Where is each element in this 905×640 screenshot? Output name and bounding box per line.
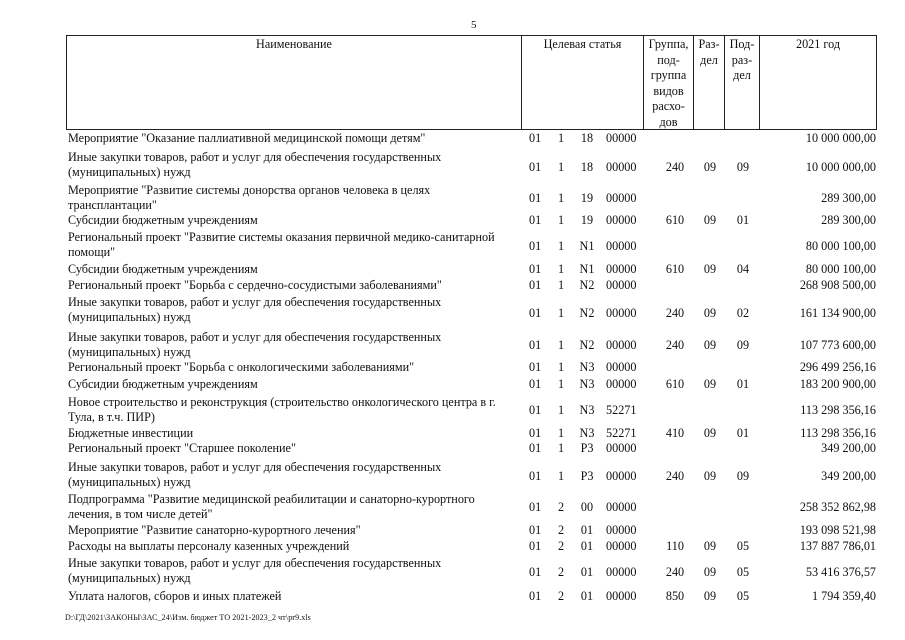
header-subsection-line: Под- <box>729 37 755 51</box>
row-name: Иные закупки товаров, работ и услуг для обеспечения государственных (муниципальных) нужд <box>68 460 442 490</box>
code-subprogram: 1 <box>557 306 565 320</box>
row-name: Мероприятие "Развитие системы донорства органов человека в целях трансплантации" <box>68 183 431 213</box>
header-group-line: группа <box>650 68 687 82</box>
code-event: N2 <box>579 306 595 320</box>
amount-2021: 296 499 256,16 <box>799 360 876 374</box>
header-group-line: Группа, <box>648 37 689 51</box>
code-event: 18 <box>580 160 594 174</box>
code-program: 01 <box>529 403 542 417</box>
section-code: 09 <box>703 377 717 391</box>
amount-2021: 193 098 521,98 <box>799 523 876 537</box>
code-program: 01 <box>529 191 542 205</box>
row-name: Субсидии бюджетным учреждениям <box>68 213 258 227</box>
header-group <box>644 36 694 129</box>
amount-2021: 107 773 600,00 <box>799 338 876 352</box>
amount-2021: 183 200 900,00 <box>799 377 876 391</box>
table-row <box>66 556 877 588</box>
row-name: Иные закупки товаров, работ и услуг для обеспечения государственных (муниципальных) нужд <box>68 330 442 360</box>
amount-2021: 258 352 862,98 <box>799 500 876 514</box>
amount-2021: 80 000 100,00 <box>805 239 876 253</box>
header-section <box>694 36 725 129</box>
code-event: 19 <box>580 191 594 205</box>
table-row <box>66 130 877 147</box>
section-code: 09 <box>703 589 717 603</box>
row-name: Региональный проект "Борьба с сердечно-сосудистыми заболеваниями" <box>68 278 442 292</box>
subsection-code: 01 <box>736 213 750 227</box>
subsection-code: 09 <box>736 160 750 174</box>
expense-group: 410 <box>665 426 685 440</box>
subsection-code: 09 <box>736 338 750 352</box>
amount-2021: 53 416 376,57 <box>805 565 876 579</box>
section-code: 09 <box>703 469 717 483</box>
expense-group: 610 <box>665 262 685 276</box>
header-target-article: Целевая статья <box>522 36 644 129</box>
expense-group: 240 <box>665 306 685 320</box>
header-year: 2021 год <box>795 37 841 51</box>
code-program: 01 <box>529 338 542 352</box>
code-subprogram: 1 <box>557 469 565 483</box>
section-code: 09 <box>703 262 717 276</box>
row-name: Мероприятие "Развитие санаторно-курортного лечения" <box>68 523 361 537</box>
code-event: N1 <box>579 262 595 276</box>
row-name: Подпрограмма "Развитие медицинской реабилитации и санаторно-курортного лечения, в том числе детей" <box>68 492 475 522</box>
amount-2021: 161 134 900,00 <box>799 306 876 320</box>
row-name: Иные закупки товаров, работ и услуг для обеспечения государственных (муниципальных) нужд <box>68 556 442 586</box>
file-path-footer: D:\ГД\2021\ЗАКОНЫ\ЗАС_24\Изм. бюджет ТО 2021-2023_2 чт\pr9.xls <box>65 613 311 622</box>
table-row <box>66 330 877 359</box>
code-direction: 00000 <box>606 131 637 145</box>
code-program: 01 <box>529 565 542 579</box>
amount-2021: 289 300,00 <box>821 213 876 227</box>
table-row <box>66 212 877 229</box>
table-row <box>66 277 877 295</box>
expense-group: 240 <box>665 338 685 352</box>
table-row <box>66 359 877 376</box>
code-direction: 00000 <box>606 213 637 227</box>
code-subprogram: 2 <box>557 500 565 514</box>
table-row <box>66 261 877 277</box>
amount-2021: 10 000 000,00 <box>805 131 876 145</box>
code-subprogram: 2 <box>557 565 565 579</box>
amount-2021: 268 908 500,00 <box>799 278 876 292</box>
code-event: N3 <box>579 360 595 374</box>
section-code: 09 <box>703 306 717 320</box>
amount-2021: 137 887 786,01 <box>799 539 876 553</box>
row-name: Бюджетные инвестиции <box>68 426 194 440</box>
section-code: 09 <box>703 338 717 352</box>
section-code: 09 <box>703 565 717 579</box>
code-subprogram: 1 <box>557 262 565 276</box>
row-name: Уплата налогов, сборов и иных платежей <box>68 589 282 603</box>
expense-group: 610 <box>665 377 685 391</box>
code-event: N1 <box>579 239 595 253</box>
code-direction: 00000 <box>606 160 637 174</box>
header-name: Наименование <box>67 36 522 129</box>
table-row <box>66 376 877 395</box>
table-row <box>66 460 877 492</box>
code-subprogram: 2 <box>557 523 565 537</box>
header-group-line: расхо- <box>652 99 685 113</box>
subsection-code: 09 <box>736 469 750 483</box>
code-direction: 00000 <box>606 523 637 537</box>
code-event: 01 <box>580 539 594 553</box>
code-subprogram: 1 <box>557 403 565 417</box>
row-name: Иные закупки товаров, работ и услуг для обеспечения государственных (муниципальных) нужд <box>68 295 442 325</box>
code-subprogram: 1 <box>557 131 565 145</box>
expense-group: 110 <box>666 539 684 553</box>
code-subprogram: 1 <box>557 160 565 174</box>
code-program: 01 <box>529 469 542 483</box>
code-direction: 00000 <box>606 278 637 292</box>
table-row <box>66 230 877 261</box>
code-event: 00 <box>580 500 594 514</box>
row-name: Мероприятие "Оказание паллиативной медицинской помощи детям" <box>68 131 426 145</box>
subsection-code: 05 <box>736 565 750 579</box>
section-code: 09 <box>703 426 717 440</box>
amount-2021: 349 200,00 <box>821 469 876 483</box>
row-name: Новое строительство и реконструкция (строительство онкологического центра в г. Тула, в т.ч. ПИР) <box>68 395 496 425</box>
row-name: Региональный проект "Борьба с онкологическими заболеваниями" <box>68 360 415 374</box>
table-row <box>66 492 877 522</box>
code-event: 19 <box>580 213 594 227</box>
code-direction: 00000 <box>606 469 637 483</box>
header-group-line: видов <box>653 83 684 98</box>
table-row <box>66 538 877 556</box>
code-subprogram: 1 <box>557 441 565 455</box>
code-program: 01 <box>529 160 542 174</box>
amount-2021: 113 298 356,16 <box>800 426 876 440</box>
code-program: 01 <box>529 262 542 276</box>
code-direction: 00000 <box>606 377 637 391</box>
section-code: 09 <box>703 539 717 553</box>
row-name: Субсидии бюджетным учреждениям <box>68 377 258 391</box>
code-direction: 00000 <box>606 239 637 253</box>
code-direction: 00000 <box>606 191 637 205</box>
header-subsection-line: раз- <box>731 52 753 67</box>
header-section-line: Раз- <box>698 37 720 51</box>
amount-2021: 349 200,00 <box>821 441 876 455</box>
code-direction: 00000 <box>606 539 637 553</box>
code-subprogram: 1 <box>557 213 565 227</box>
code-event: N3 <box>579 377 595 391</box>
amount-2021: 10 000 000,00 <box>805 160 876 174</box>
table-header <box>66 35 877 130</box>
code-program: 01 <box>529 523 542 537</box>
code-subprogram: 1 <box>557 278 565 292</box>
subsection-code: 02 <box>736 306 750 320</box>
code-event: N3 <box>579 403 595 417</box>
code-direction: 00000 <box>606 360 637 374</box>
table-row <box>66 395 877 425</box>
code-direction: 52271 <box>606 403 637 417</box>
table-row <box>66 150 877 183</box>
code-subprogram: 2 <box>557 589 565 603</box>
subsection-code: 01 <box>736 377 750 391</box>
amount-2021: 113 298 356,16 <box>800 403 876 417</box>
header-group-line: дов <box>659 114 678 129</box>
code-subprogram: 1 <box>557 360 565 374</box>
code-program: 01 <box>529 441 542 455</box>
code-subprogram: 1 <box>557 239 565 253</box>
table-row <box>66 295 877 330</box>
code-event: 01 <box>580 523 594 537</box>
header-subsection <box>725 36 760 129</box>
row-name: Расходы на выплаты персоналу казенных учреждений <box>68 539 350 553</box>
code-event: N3 <box>579 426 595 440</box>
amount-2021: 1 794 359,40 <box>812 589 876 603</box>
code-program: 01 <box>529 589 542 603</box>
row-name: Субсидии бюджетным учреждениям <box>68 262 258 276</box>
code-direction: 00000 <box>606 338 637 352</box>
code-direction: 00000 <box>606 500 637 514</box>
code-event: P3 <box>580 441 594 455</box>
header-section-line: дел <box>700 52 718 67</box>
code-program: 01 <box>529 306 542 320</box>
subsection-code: 05 <box>736 539 750 553</box>
code-direction: 00000 <box>606 306 637 320</box>
code-subprogram: 1 <box>557 191 565 205</box>
section-code: 09 <box>703 213 717 227</box>
code-program: 01 <box>529 131 542 145</box>
expense-group: 850 <box>665 589 685 603</box>
code-direction: 52271 <box>606 426 637 440</box>
row-name: Региональный проект "Развитие системы оказания первичной медико-санитарной помощи" <box>68 230 495 260</box>
code-program: 01 <box>529 539 542 553</box>
code-subprogram: 1 <box>557 338 565 352</box>
section-code: 09 <box>703 160 717 174</box>
code-direction: 00000 <box>606 441 637 455</box>
code-program: 01 <box>529 426 542 440</box>
header-subsection-line: дел <box>733 68 751 82</box>
row-name: Региональный проект "Старшее поколение" <box>68 441 296 455</box>
expense-group: 240 <box>665 565 685 579</box>
code-subprogram: 2 <box>557 539 565 553</box>
subsection-code: 01 <box>736 426 750 440</box>
amount-2021: 289 300,00 <box>821 191 876 205</box>
amount-2021: 80 000 100,00 <box>805 262 876 276</box>
code-program: 01 <box>529 239 542 253</box>
code-subprogram: 1 <box>557 377 565 391</box>
code-subprogram: 1 <box>557 426 565 440</box>
code-program: 01 <box>529 500 542 514</box>
code-event: P3 <box>580 469 594 483</box>
table-row <box>66 440 877 460</box>
expense-group: 240 <box>665 160 685 174</box>
subsection-code: 05 <box>736 589 750 603</box>
code-direction: 00000 <box>606 589 637 603</box>
code-direction: 00000 <box>606 565 637 579</box>
header-group-line: под- <box>657 52 680 67</box>
table-row <box>66 183 877 212</box>
code-program: 01 <box>529 213 542 227</box>
table-row <box>66 522 877 538</box>
code-event: 18 <box>580 131 594 145</box>
code-event: N2 <box>579 338 595 352</box>
expense-group: 240 <box>665 469 685 483</box>
page-number: 5 <box>471 19 477 31</box>
expense-group: 610 <box>665 213 685 227</box>
code-program: 01 <box>529 360 542 374</box>
code-event: 01 <box>580 589 594 603</box>
code-event: 01 <box>580 565 594 579</box>
code-program: 01 <box>529 278 542 292</box>
code-direction: 00000 <box>606 262 637 276</box>
table-row <box>66 588 877 605</box>
code-event: N2 <box>579 278 595 292</box>
subsection-code: 04 <box>736 262 750 276</box>
table-row <box>66 425 877 440</box>
row-name: Иные закупки товаров, работ и услуг для обеспечения государственных (муниципальных) нужд <box>68 150 442 180</box>
code-program: 01 <box>529 377 542 391</box>
